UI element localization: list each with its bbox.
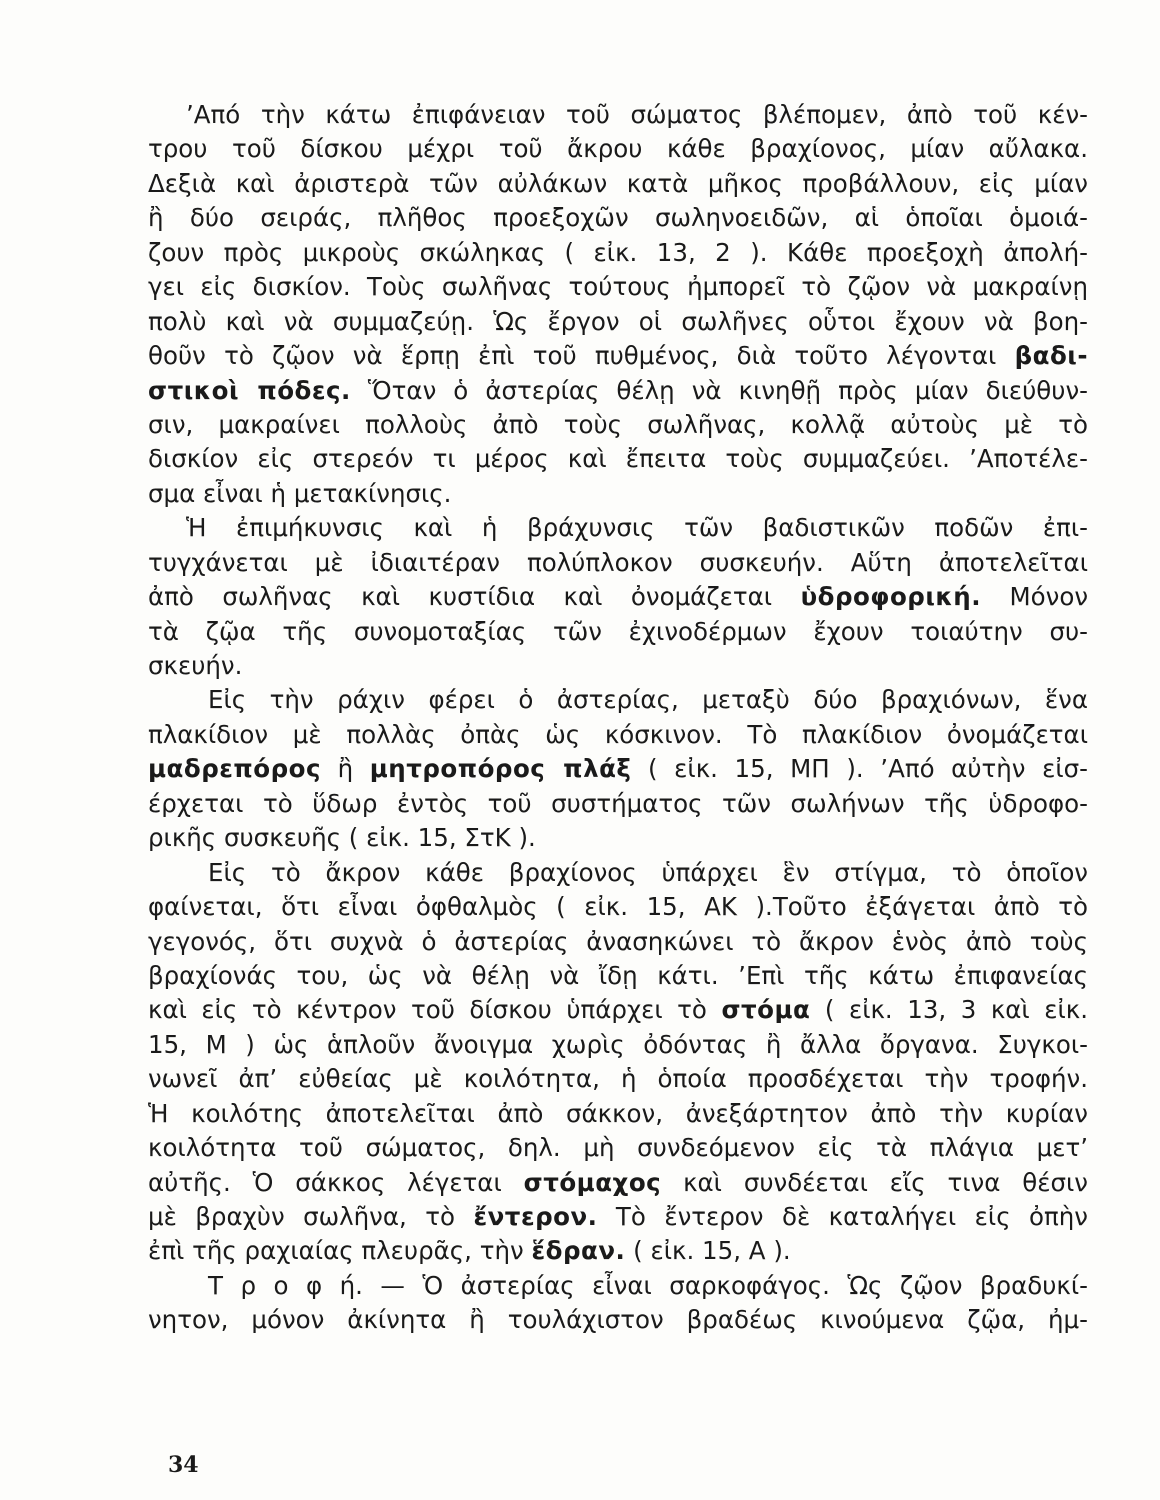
text-line — [148, 1234, 1088, 1268]
bold-term: βαδι- — [1014, 341, 1088, 371]
text-line — [148, 718, 1088, 752]
text-line — [148, 683, 1088, 717]
text-segment: πλακίδιον μὲ πολλὰς ὀπὰς ὡς κόσκινον. Τὸ πλακίδιον ὀνομάζεται — [148, 719, 1088, 749]
text-segment: γει εἰς δισκίον. Τοὺς σωλῆνας τούτους ἠμπορεῖ τὸ ζῷον νὰ μακραίνῃ — [148, 272, 1088, 302]
text-segment: καὶ συνδέεται εἴς τινα θέσιν — [661, 1167, 1088, 1197]
bold-term: μητροπόρος πλάξ — [369, 754, 632, 784]
text-line — [148, 1028, 1088, 1062]
text-line — [148, 752, 1088, 786]
text-line — [148, 1131, 1088, 1165]
text-segment: πολὺ καὶ νὰ συμμαζεύῃ. Ὡς ἔργον οἱ σωλῆνες οὗτοι ἔχουν νὰ βοη- — [148, 306, 1088, 336]
text-segment: δισκίον εἰς στερεόν τι μέρος καὶ ἔπειτα τοὺς συμμαζεύει. ’Αποτέλε- — [148, 444, 1088, 474]
text-line — [148, 1097, 1088, 1131]
text-segment: νητον, μόνον ἀκίνητα ἢ τουλάχιστον βραδέως κινούμενα ζῷα, ἠμ- — [148, 1305, 1088, 1335]
text-segment: ( εἰκ. 15, ΜΠ ). ’Από αὐτὴν εἰσ- — [631, 754, 1088, 784]
text-segment: ἐπὶ τῆς ραχιαίας πλευρᾶς, τὴν — [148, 1236, 532, 1266]
bold-term: μαδρεπόρος — [148, 754, 321, 784]
text-segment: 15, Μ ) ὡς ἁπλοῦν ἄνοιγμα χωρὶς ὀδόντας ἢ ἄλλα ὄργανα. Συγκοι- — [148, 1029, 1088, 1059]
bold-term: ὑδροφορική. — [800, 582, 982, 612]
text-segment: ἀπὸ σωλῆνας καὶ κυστίδια καὶ ὀνομάζεται — [148, 582, 801, 612]
text-line — [148, 1200, 1088, 1234]
bold-term: ἔντερον. — [473, 1202, 598, 1231]
text-line — [148, 546, 1088, 580]
text-line — [148, 477, 1088, 511]
text-line — [148, 1269, 1088, 1303]
text-segment: ( εἰκ. 13, 3 καὶ εἰκ. — [810, 995, 1088, 1025]
text-line — [148, 236, 1088, 270]
text-line — [148, 132, 1088, 166]
text-line — [148, 890, 1088, 924]
text-segment: μὲ βραχὺν σωλῆνα, τὸ — [148, 1202, 474, 1231]
text-segment: ἢ — [320, 754, 370, 784]
text-segment: Ἡ ἐπιμήκυνσις καὶ ἡ βράχυνσις τῶν βαδιστικῶν ποδῶν ἐπι- — [186, 513, 1088, 543]
text-segment: ἢ δύο σειράς, πλῆθος προεξοχῶν σωληνοειδῶν, αἱ ὁποῖαι ὁμοιά- — [148, 203, 1088, 233]
text-segment: ζουν πρὸς μικροὺς σκώληκας ( εἰκ. 13, 2 ). Κάθε προεξοχὴ ἀπολή- — [148, 237, 1088, 267]
text-segment: νωνεῖ ἀπ’ εὐθείας μὲ κοιλότητα, ἡ ὁποία προσδέχεται τὴν τροφήν. — [148, 1064, 1088, 1094]
text-segment: τρου τοῦ δίσκου μέχρι τοῦ ἄκρου κάθε βραχίονος, μίαν αὔλακα. — [148, 134, 1088, 164]
bold-term: στικοὶ πόδες. — [148, 375, 351, 405]
text-segment: βραχίονάς του, ὡς νὰ θέλῃ νὰ ἴδῃ κάτι. ’Επὶ τῆς κάτω ἐπιφανείας — [148, 960, 1088, 990]
text-segment: θοῦν τὸ ζῷον νὰ ἕρπῃ ἐπὶ τοῦ πυθμένος, διὰ τοῦτο λέγονται — [148, 341, 1015, 371]
text-segment: Τ ρ ο φ ή. — Ὁ ἀστερίας εἶναι σαρκοφάγος. Ὡς ζῷον βραδυκί- — [208, 1270, 1088, 1300]
text-line — [148, 649, 1088, 683]
text-segment: ( εἰκ. 15, Α ). — [625, 1236, 791, 1266]
text-line — [148, 1166, 1088, 1200]
text-segment: κοιλότητα τοῦ σώματος, δηλ. μὴ συνδεόμενον εἰς τὰ πλάγια μετ’ — [148, 1133, 1088, 1163]
text-line — [148, 442, 1088, 476]
text-line — [148, 925, 1088, 959]
text-segment: σμα εἶναι ἡ μετακίνησις. — [148, 478, 452, 508]
text-line — [148, 580, 1088, 614]
text-line — [148, 374, 1088, 408]
text-line — [148, 339, 1088, 373]
text-segment: σιν, μακραίνει πολλοὺς ἀπὸ τοὺς σωλῆνας, κολλᾷ αὐτοὺς μὲ τὸ — [148, 409, 1088, 439]
text-line — [148, 615, 1088, 649]
text-line — [148, 167, 1088, 201]
text-segment: σκευήν. — [148, 651, 243, 680]
text-line — [148, 1303, 1088, 1337]
text-segment: Τὸ ἔντερον δὲ καταλήγει εἰς ὀπὴν — [597, 1202, 1088, 1231]
text-segment: τὰ ζῷα τῆς συνομοταξίας τῶν ἐχινοδέρμων ἔχουν τοιαύτην συ- — [148, 616, 1088, 646]
text-line — [148, 98, 1088, 132]
text-segment: γεγονός, ὅτι συχνὰ ὁ ἀστερίας ἀνασηκώνει τὸ ἄκρον ἑνὸς ἀπὸ τοὺς — [148, 926, 1088, 956]
text-segment: Δεξιὰ καὶ ἀριστερὰ τῶν αὐλάκων κατὰ μῆκος προβάλλουν, εἰς μίαν — [148, 168, 1088, 198]
text-segment: καὶ εἰς τὸ κέντρον τοῦ δίσκου ὑπάρχει τὸ — [148, 995, 722, 1025]
text-line — [148, 511, 1088, 545]
text-segment: ’Από τὴν κάτω ἐπιφάνειαν τοῦ σώματος βλέπομεν, ἀπὸ τοῦ κέν- — [186, 100, 1088, 129]
text-segment: ρικῆς συσκευῆς ( εἰκ. 15, ΣτΚ ). — [148, 823, 536, 853]
text-segment: τυγχάνεται μὲ ἰδιαιτέραν πολύπλοκον συσκευήν. Αὕτη ἀποτελεῖται — [148, 547, 1088, 577]
text-segment: αὐτῆς. Ὁ σάκκος λέγεται — [148, 1167, 524, 1197]
page-number: 34 — [168, 1452, 199, 1478]
text-line — [148, 821, 1088, 855]
text-line — [148, 993, 1088, 1027]
text-segment: Εἰς τὸ ἄκρον κάθε βραχίονος ὑπάρχει ἓν στίγμα, τὸ ὁποῖον — [208, 857, 1088, 887]
text-segment: φαίνεται, ὅτι εἶναι ὀφθαλμὸς ( εἰκ. 15, ΑΚ ).Τοῦτο ἐξάγεται ἀπὸ τὸ — [148, 892, 1088, 922]
text-segment: Ἡ κοιλότης ἀποτελεῖται ἀπὸ σάκκον, ἀνεξάρτητον ἀπὸ τὴν κυρίαν — [148, 1098, 1088, 1128]
text-line — [148, 1062, 1088, 1096]
bold-term: ἕδραν. — [531, 1236, 626, 1266]
text-line — [148, 408, 1088, 442]
text-line — [148, 959, 1088, 993]
text-line — [148, 201, 1088, 235]
bold-term: στόμαχος — [523, 1167, 662, 1197]
bold-term: στόμα — [721, 995, 811, 1025]
text-line — [148, 856, 1088, 890]
text-segment: Μόνον — [981, 582, 1088, 612]
body-text — [148, 98, 1088, 1338]
text-line — [148, 270, 1088, 304]
text-segment: Εἰς τὴν ράχιν φέρει ὁ ἀστερίας, μεταξὺ δύο βραχιόνων, ἕνα — [208, 685, 1088, 715]
text-line — [148, 305, 1088, 339]
text-segment: έρχεται τὸ ὕδωρ ἐντὸς τοῦ συστήματος τῶν σωλήνων τῆς ὑδροφο- — [148, 788, 1088, 818]
text-segment: Ὅταν ὁ ἀστερίας θέλῃ νὰ κινηθῇ πρὸς μίαν διεύθυν- — [350, 375, 1088, 405]
text-line — [148, 787, 1088, 821]
